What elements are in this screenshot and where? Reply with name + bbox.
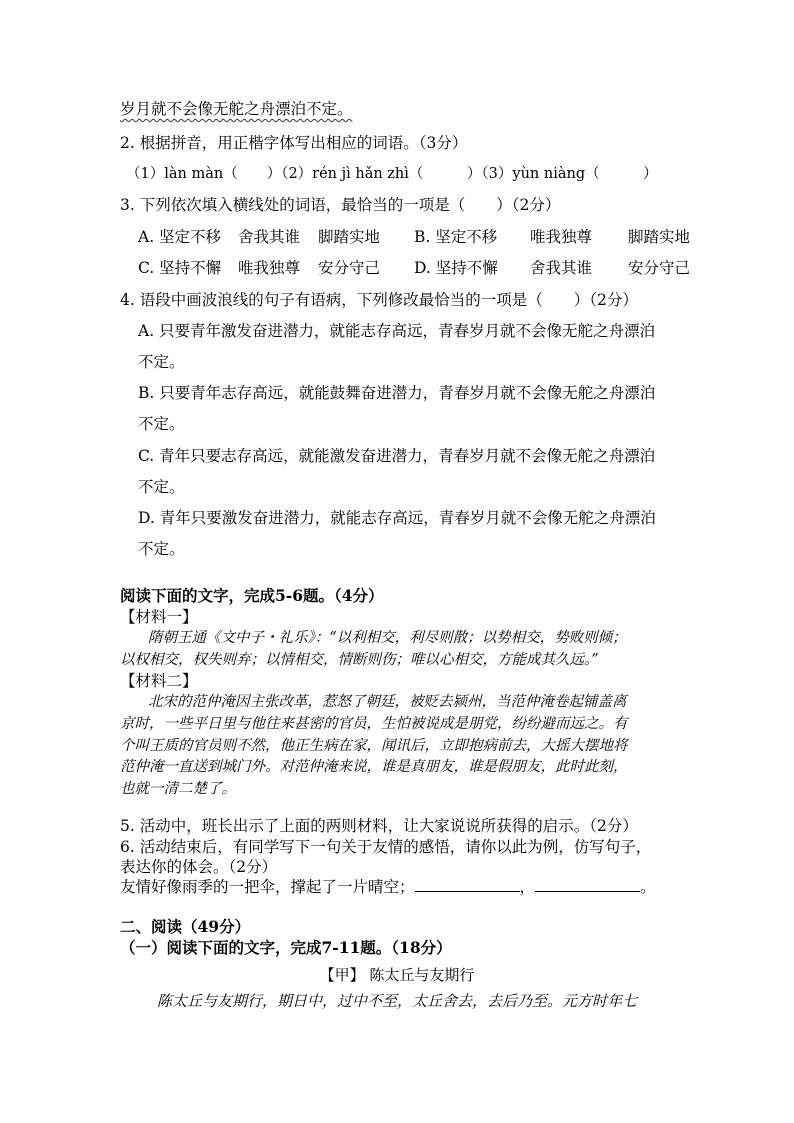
material-1-line-1: 隋朝王通《文中子・礼乐》：“以利相交，利尽则散；以势相交，势败则倾； (148, 630, 627, 646)
material-2-line-2: 京时，一些平日里与他往来甚密的官员，生怕被说成是朋党，纷纷避而远之。有 (120, 716, 628, 732)
reading-heading: 阅读下面的文字，完成5-6题。（4分） (120, 586, 384, 605)
option-d-word-2: 舍我其谁 (530, 259, 593, 277)
answer-blank-2[interactable] (535, 877, 640, 892)
option-d-word-1: D. 坚持不懈 (414, 259, 498, 277)
question-3-options-row-1 (138, 227, 690, 247)
q1-tail-sentence: 岁月就不会像无舵之舟漂泊不定。 (120, 100, 353, 118)
option-d-word-3: 安分守己 (628, 259, 691, 277)
question-4-option-d-line-1: D. 青年只要激发奋进潜力，就能志存高远，青春岁月就不会像无舵之舟漂泊 (138, 509, 656, 527)
question-2-stem: 2. 根据拼音，用正楷字体写出相应的词语。（3分） (120, 134, 468, 152)
material-2-label: 【材料二】 (120, 672, 198, 690)
section-2-subheading: （一）阅读下面的文字，完成7-11题。（18分） (120, 938, 452, 957)
material-2-line-5: 也就一清二楚了。 (120, 781, 236, 797)
q6-period: 。 (640, 878, 656, 896)
option-c-word-2: 唯我独尊 (238, 259, 301, 277)
question-3-options-row-2 (138, 258, 690, 278)
option-c-word-3: 安分守己 (318, 259, 381, 277)
q6-comma: ， (519, 878, 536, 896)
question-4-option-a-line-2: 不定。 (138, 353, 185, 371)
option-b-word-1: B. 坚定不移 (414, 228, 498, 246)
material-2-line-4: 范仲淹一直送到城门外。对范仲淹来说，谁是真朋友，谁是假朋友，此时此刻， (120, 759, 628, 775)
question-4-option-c-line-2: 不定。 (138, 478, 185, 496)
answer-blank-1[interactable] (415, 877, 520, 892)
passage-line-1: 陈太丘与友期行，期日中，过中不至，太丘舍去，去后乃至。元方时年七 (157, 992, 638, 1010)
question-4-stem: 4. 语段中画波浪线的句子有语病，下列修改最恰当的一项是（ ）（2分） (120, 291, 638, 309)
passage-title: 【甲】 陈太丘与友期行 (319, 966, 475, 984)
material-1-line-2: 以权相交，权失则弃；以情相交，情断则伤；唯以心相交，方能成其久远。” (120, 652, 599, 668)
question-6-line-2: 表达你的体会。（2分） (120, 858, 278, 876)
question-4-option-c-line-1: C. 青年只要志存高远，就能激发奋进潜力，青春岁月就不会像无舵之舟漂泊 (138, 447, 656, 465)
material-2-line-1: 北宋的范仲淹因主张改革，惹怒了朝廷，被贬去颍州，当范仲淹卷起铺盖离 (148, 694, 627, 710)
option-a-word-3: 脚踏实地 (318, 228, 381, 246)
question-2-items: （1）làn màn（ ）（2）rén jì hǎn zhì（ ）（3）yùn niàng（ ） (126, 166, 658, 182)
question-5: 5. 活动中，班长出示了上面的两则材料，让大家说说所获得的启示。（2分） (120, 817, 638, 835)
option-b-word-3: 脚踏实地 (628, 228, 691, 246)
question-4-option-b-line-1: B. 只要青年志存高远，就能鼓舞奋进潜力，青春岁月就不会像无舵之舟漂泊 (138, 384, 656, 402)
q6-example-sentence: 友情好像雨季的一把伞，撑起了一片晴空； (120, 878, 415, 896)
option-b-word-2: 唯我独尊 (530, 228, 593, 246)
question-6-line-3 (120, 877, 656, 897)
option-a-word-1: A. 坚定不移 (138, 228, 222, 246)
question-3-stem: 3. 下列依次填入横线处的词语，最恰当的一项是（ ）（2分） (120, 196, 561, 214)
question-4-option-d-line-2: 不定。 (138, 540, 185, 558)
section-2-title: 二、阅读（49分） (120, 917, 251, 936)
question-6-line-1: 6. 活动结束后，有同学写下一句关于友情的感悟，请你以此为例，仿写句子， (120, 838, 652, 856)
option-c-word-1: C. 坚持不懈 (138, 259, 222, 277)
material-2-line-3: 个叫王质的官员则不然，他正生病在家，闻讯后，立即抱病前去，大摇大摆地将 (120, 738, 628, 754)
option-a-word-2: 舍我其谁 (238, 228, 301, 246)
question-4-option-a-line-1: A. 只要青年激发奋进潜力，就能志存高远，青春岁月就不会像无舵之舟漂泊 (138, 322, 656, 340)
question-4-option-b-line-2: 不定。 (138, 415, 185, 433)
material-1-label: 【材料一】 (120, 608, 198, 626)
